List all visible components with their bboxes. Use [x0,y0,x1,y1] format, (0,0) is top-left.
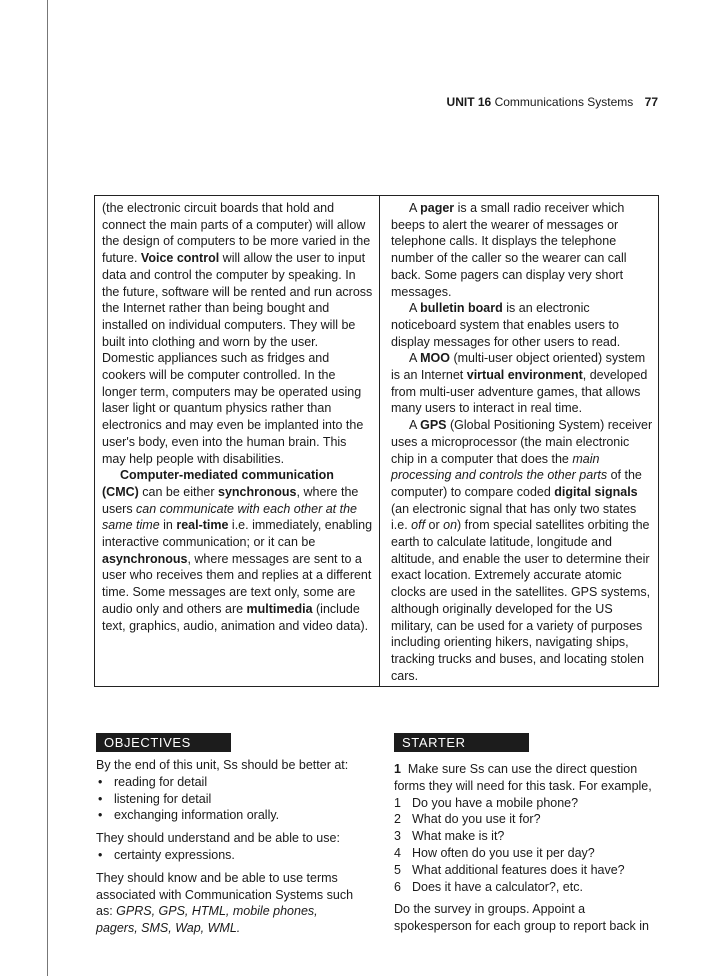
unit-label: UNIT 16 [446,95,492,109]
text-run: i.e. immediately, enabling interactive communication; or it can be [102,518,373,550]
question-item [394,828,660,845]
question-text: Do you have a mobile phone? [412,795,579,810]
text-run: (multi-user object oriented) system is an Internet [391,351,646,383]
starter-number: 1 [394,762,401,776]
use-list [96,847,362,864]
starter-outro: Do the survey in groups. Appoint a spokesperson for each group to report back in [394,902,650,934]
question-text: What make is it? [412,829,505,844]
column-divider [379,196,380,686]
term: pager [420,201,455,215]
right-paragraph [391,300,654,350]
question-item [394,862,660,879]
definition: can communicate with each other at the same time [102,501,358,533]
term: synchronous [218,484,297,499]
term: bulletin board [420,301,503,316]
skills-list [96,774,362,824]
term: asynchronous [102,551,188,566]
question-item [394,879,660,896]
text-run: in [159,518,177,533]
objectives-terms: They should know and be able to use terms associated with Communication Systems such as: GPRS, GPS, HTML, mobile phones, pagers, SMS, Wap, WML. [96,870,354,936]
text-run: , developed from multi-user adventure games, that allows many users to interact in real time. [391,368,648,416]
question-number: 2 [394,812,401,827]
term: GPS [420,418,447,433]
question-number: 1 [394,795,401,810]
question-list [394,795,660,896]
starter-section [394,761,660,935]
question-item [394,845,660,862]
text-run: can be either [138,484,219,499]
list-item: • certainty expressions. [96,847,362,864]
objectives-section [96,757,362,937]
glossary-box [94,195,659,687]
text-run: (an electronic signal that has only two states i.e. [391,501,637,533]
starter-intro: 1 Make sure Ss can use the direct question forms they will need for this task. For example, [394,762,652,793]
question-text: What do you use it for? [412,812,541,827]
text-run: A [409,418,421,433]
question-text: What additional features does it have? [412,862,625,877]
question-text: Does it have a calculator?, etc. [412,879,583,894]
text-run: A [409,201,421,215]
text-run: (Global Positioning System) receiver uses a microprocessor (the main electronic chip in a computer that does the [391,418,653,466]
text-run: A [409,351,421,366]
text-run: will allow the user to input data and control the computer by speaking. In the future, software will be rented and run across the Internet rather than being bought and installed on individual computers. They will be built into clothing and worn by the user. Domestic appliances such as fridges and cookers will be computer controlled. In the longer term, computers may be operated using laser light or quantum physics rather than electronics and may even be implanted into the user's body, even into the human brain. This may help people with disabilities. [102,251,373,466]
question-number: 6 [394,879,401,894]
list-item: • reading for detail [96,774,362,791]
terms-list: GPRS, GPS, HTML, mobile phones, pagers, SMS, Wap, WML. [96,904,318,936]
page-margin-line [47,0,48,976]
term: Voice control [140,251,220,266]
list-item: • exchanging information orally. [96,807,362,824]
list-item: • listening for detail [96,791,362,808]
text-run: is a small radio receiver which beeps to alert the wearer of messages or telephone calls. It displays the telephone number of the caller so the wearer can call back. Some pagers can display very short messages. [391,201,627,299]
left-paragraph-cmc [102,467,373,634]
starter-heading: STARTER [394,733,529,752]
question-item [394,811,660,828]
definition: off [411,518,426,533]
question-number: 5 [394,862,401,877]
text-run: or [425,518,444,533]
objectives-intro-2: They should understand and be able to use: [96,831,340,846]
question-text: How often do you use it per day? [412,845,595,860]
left-paragraph-1 [102,200,373,467]
term: virtual environment [466,368,583,383]
text-run: of the computer) to compare coded [391,468,642,499]
question-item [394,795,660,812]
running-header [447,95,658,109]
term: MOO [420,351,450,366]
term: digital signals [554,484,638,499]
glossary-right-column [391,200,654,684]
term: multimedia [246,601,313,616]
right-paragraph [391,200,654,300]
right-paragraph [391,417,654,684]
text-run: A [409,301,421,316]
definition: on [443,518,458,533]
text-run: is an electronic noticeboard system that enables users to display messages for other users to read. [391,301,621,349]
right-paragraph [391,350,654,417]
term: Computer-mediated communication (CMC) [102,468,334,499]
text-run: (the electronic circuit boards that hold and connect the main parts of a computer) will allow the design of computers to be more varied in the future. [102,201,371,266]
question-number: 4 [394,845,401,860]
page-number: 77 [644,95,658,109]
term: real-time [176,518,229,533]
unit-title: Communications Systems [494,95,634,109]
text-run: (include text, graphics, audio, animation and video data). [102,601,369,633]
definition: main processing and controls the other parts [391,451,608,483]
text-run: , where messages are sent to a user who receives them and replies at a different time. Some messages are text only, some are audio only and others are [102,551,372,616]
text-run: ) from special satellites orbiting the earth to calculate latitude, longitude and altitude, and enable the user to determine their exact location. Extremely accurate atomic clocks are used in the satellites. GPS systems, although originally developed for the US military, can be used for a variety of purposes including orienting hikers, navigating ships, tracking trucks and buses, and locating stolen cars. [391,518,651,683]
glossary-left-column [102,200,373,634]
objectives-heading: OBJECTIVES [96,733,231,752]
objectives-intro: By the end of this unit, Ss should be better at: [96,758,349,772]
text-run: , where the users [102,484,359,516]
question-number: 3 [394,829,401,844]
